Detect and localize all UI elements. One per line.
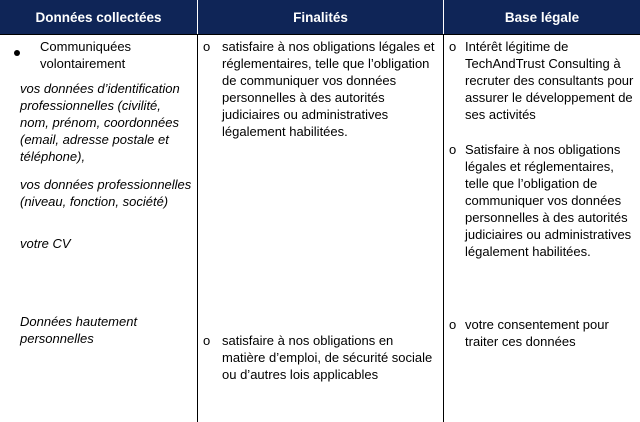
circle-bullet-icon: o [449,317,457,332]
bullet-dot-icon [14,43,20,60]
professional-data: vos données professionnelles (niveau, fonction, société) [20,177,192,209]
header-base-legale: Base légale [444,0,640,34]
column-divider-2 [443,34,444,422]
header-divider [0,34,640,35]
basis-legal-obligations: Satisfaire à nos obligations légales et réglementaires, telle que l’obligation de communiquer vos données personnelles à des autorités judiciaires ou administratives légalement habilitées. [465,142,632,259]
circle-bullet-icon: o [203,39,211,54]
purpose-legal-obligations: satisfaire à nos obligations légales et réglementaires, telle que l’obligation de communiquer vos données personnelles à des autorités judiciaires ou administratives légalement habilitées. [222,39,435,139]
circle-bullet-icon: o [203,333,211,348]
header-donnees-collectees: Données collectées [0,0,197,34]
purpose-employment-obligations: satisfaire à nos obligations en matière d’emploi, de sécurité sociale ou d’autres lois applicables [222,333,433,382]
cv-data: votre CV [20,236,71,251]
sensitive-data: Données hautement personnelles [20,314,138,346]
basis-consent: votre consentement pour traiter ces données [465,317,609,349]
collected-volunteered: Communiquées volontairement [40,39,132,71]
header-finalites: Finalités [198,0,443,34]
identification-data: vos données d’identification professionnelles (civilité, nom, prénom, coordonnées (email, adresse postale et téléphone), [20,81,180,164]
circle-bullet-icon: o [449,142,457,157]
basis-legitimate-interest: Intérêt légitime de TechAndTrust Consulting à recruter des consultants pour assurer le développement de ses activités [465,39,634,122]
column-divider-1 [197,34,198,422]
circle-bullet-icon: o [449,39,457,54]
